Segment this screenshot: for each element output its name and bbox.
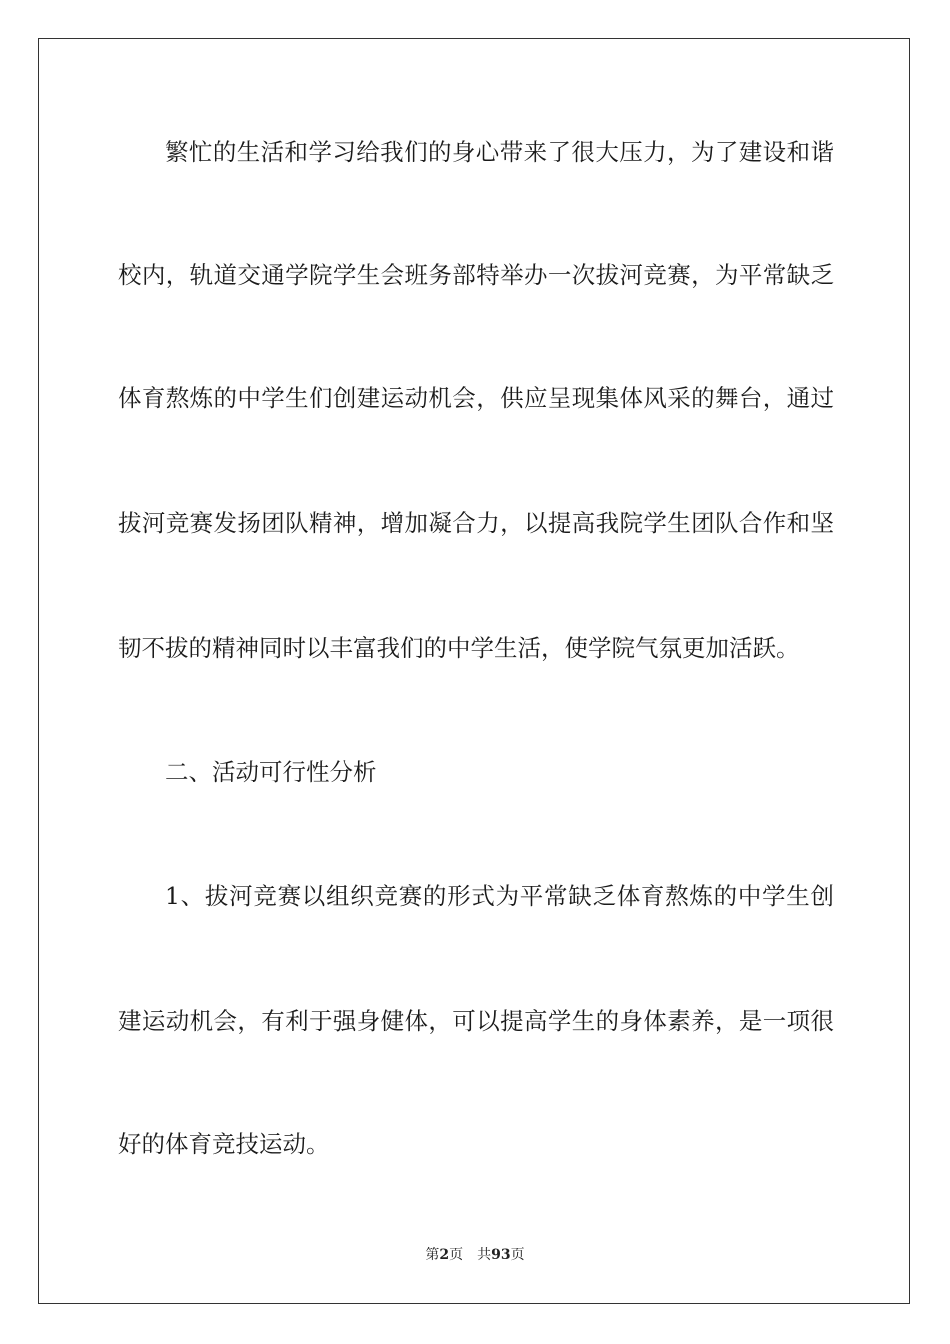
total-prefix: 共 [477,1247,492,1263]
paragraph-2-line-2: 建运动机会，有利于强身健体，可以提高学生的身体素养，是一项很 [118,1007,834,1035]
page-border [38,38,910,1304]
paragraph-2-line-3: 好的体育竞技运动。 [118,1130,330,1158]
page-prefix: 第 [425,1247,440,1263]
paragraph-1-line-4: 拔河竞赛发扬团队精神，增加凝合力，以提高我院学生团队合作和坚 [118,509,834,537]
paragraph-1-line-3: 体育熬炼的中学生们创建运动机会，供应呈现集体风采的舞台，通过 [118,384,834,412]
page-footer [0,1246,950,1264]
paragraph-1-line-1: 繁忙的生活和学习给我们的身心带来了很大压力，为了建设和谐 [165,138,834,166]
paragraph-1-line-5: 韧不拔的精神同时以丰富我们的中学生活，使学院气氛更加活跃。 [118,634,800,662]
page-suffix: 页 [449,1247,464,1263]
section-heading: 二、活动可行性分析 [165,758,377,786]
total-suffix: 页 [510,1247,525,1263]
page-number: 2 [439,1247,450,1263]
paragraph-1-line-2: 校内，轨道交通学院学生会班务部特举办一次拔河竞赛，为平常缺乏 [118,261,834,289]
total-pages: 93 [491,1247,511,1263]
paragraph-2-line-1: 1、拔河竞赛以组织竞赛的形式为平常缺乏体育熬炼的中学生创 [165,882,834,910]
